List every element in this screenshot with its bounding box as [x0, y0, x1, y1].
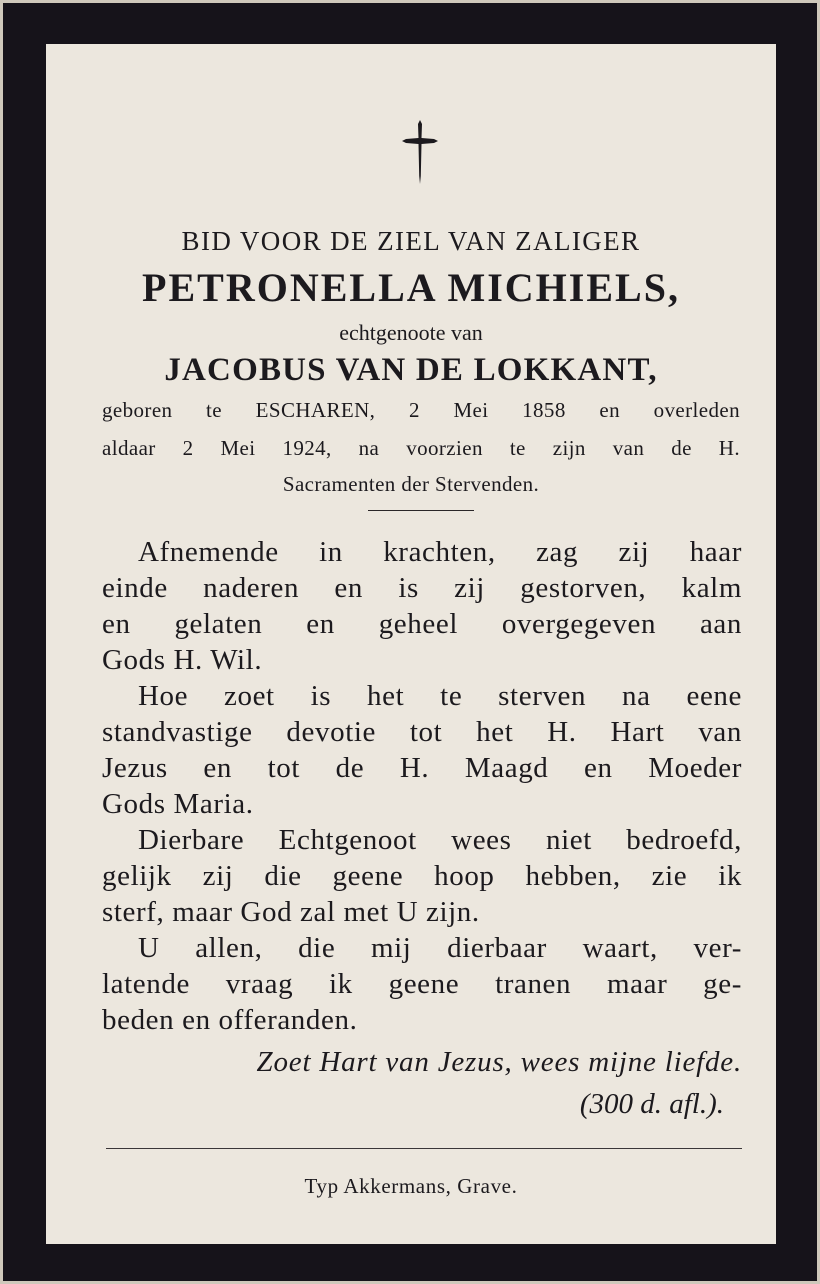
latin-cross-icon: [400, 118, 440, 186]
divider-short: [368, 510, 474, 511]
body-line: latende vraag ik geene tranen maar ge-: [102, 968, 742, 1000]
body-line: beden en offeranden.: [102, 1004, 358, 1036]
divider-long: [106, 1148, 742, 1149]
motto: Zoet Hart van Jezus, wees mijne liefde.: [256, 1046, 742, 1078]
bio-line-2: aldaar 2 Mei 1924, na voorzien te zijn van de H.: [102, 436, 740, 460]
spouse-intro: echtgenoote van: [339, 320, 483, 345]
body-line: einde naderen en is zij gestorven, kalm: [102, 572, 742, 604]
body-line: sterf, maar God zal met U zijn.: [102, 896, 480, 928]
body-line: Jezus en tot de H. Maagd en Moeder: [102, 752, 742, 784]
body-line: Gods H. Wil.: [102, 644, 263, 676]
bio-line-1: geboren te ESCHAREN, 2 Mei 1858 en overleden: [102, 398, 740, 422]
body-line: Dierbare Echtgenoot wees niet bedroefd,: [138, 824, 742, 856]
prayer-heading: BID VOOR DE ZIEL VAN ZALIGER: [181, 226, 641, 256]
body-line: Gods Maria.: [102, 788, 254, 820]
body-line: standvastige devotie tot het H. Hart van: [102, 716, 742, 748]
indulgence-note: (300 d. afl.).: [579, 1088, 724, 1120]
body-line: Afnemende in krachten, zag zij haar: [138, 536, 742, 568]
body-line: U allen, die mij dierbaar waart, ver-: [138, 932, 742, 964]
body-line: gelijk zij die geene hoop hebben, zie ik: [102, 860, 742, 892]
spouse-name: JACOBUS VAN DE LOKKANT,: [164, 352, 658, 388]
bio-line-3: Sacramenten der Stervenden.: [282, 472, 540, 496]
printer-credit: Typ Akkermans, Grave.: [304, 1174, 518, 1198]
body-line: Hoe zoet is het te sterven na eene: [138, 680, 742, 712]
body-line: en gelaten en geheel overgegeven aan: [102, 608, 742, 640]
deceased-name: PETRONELLA MICHIELS,: [142, 265, 680, 310]
card-paper: [46, 44, 776, 1244]
